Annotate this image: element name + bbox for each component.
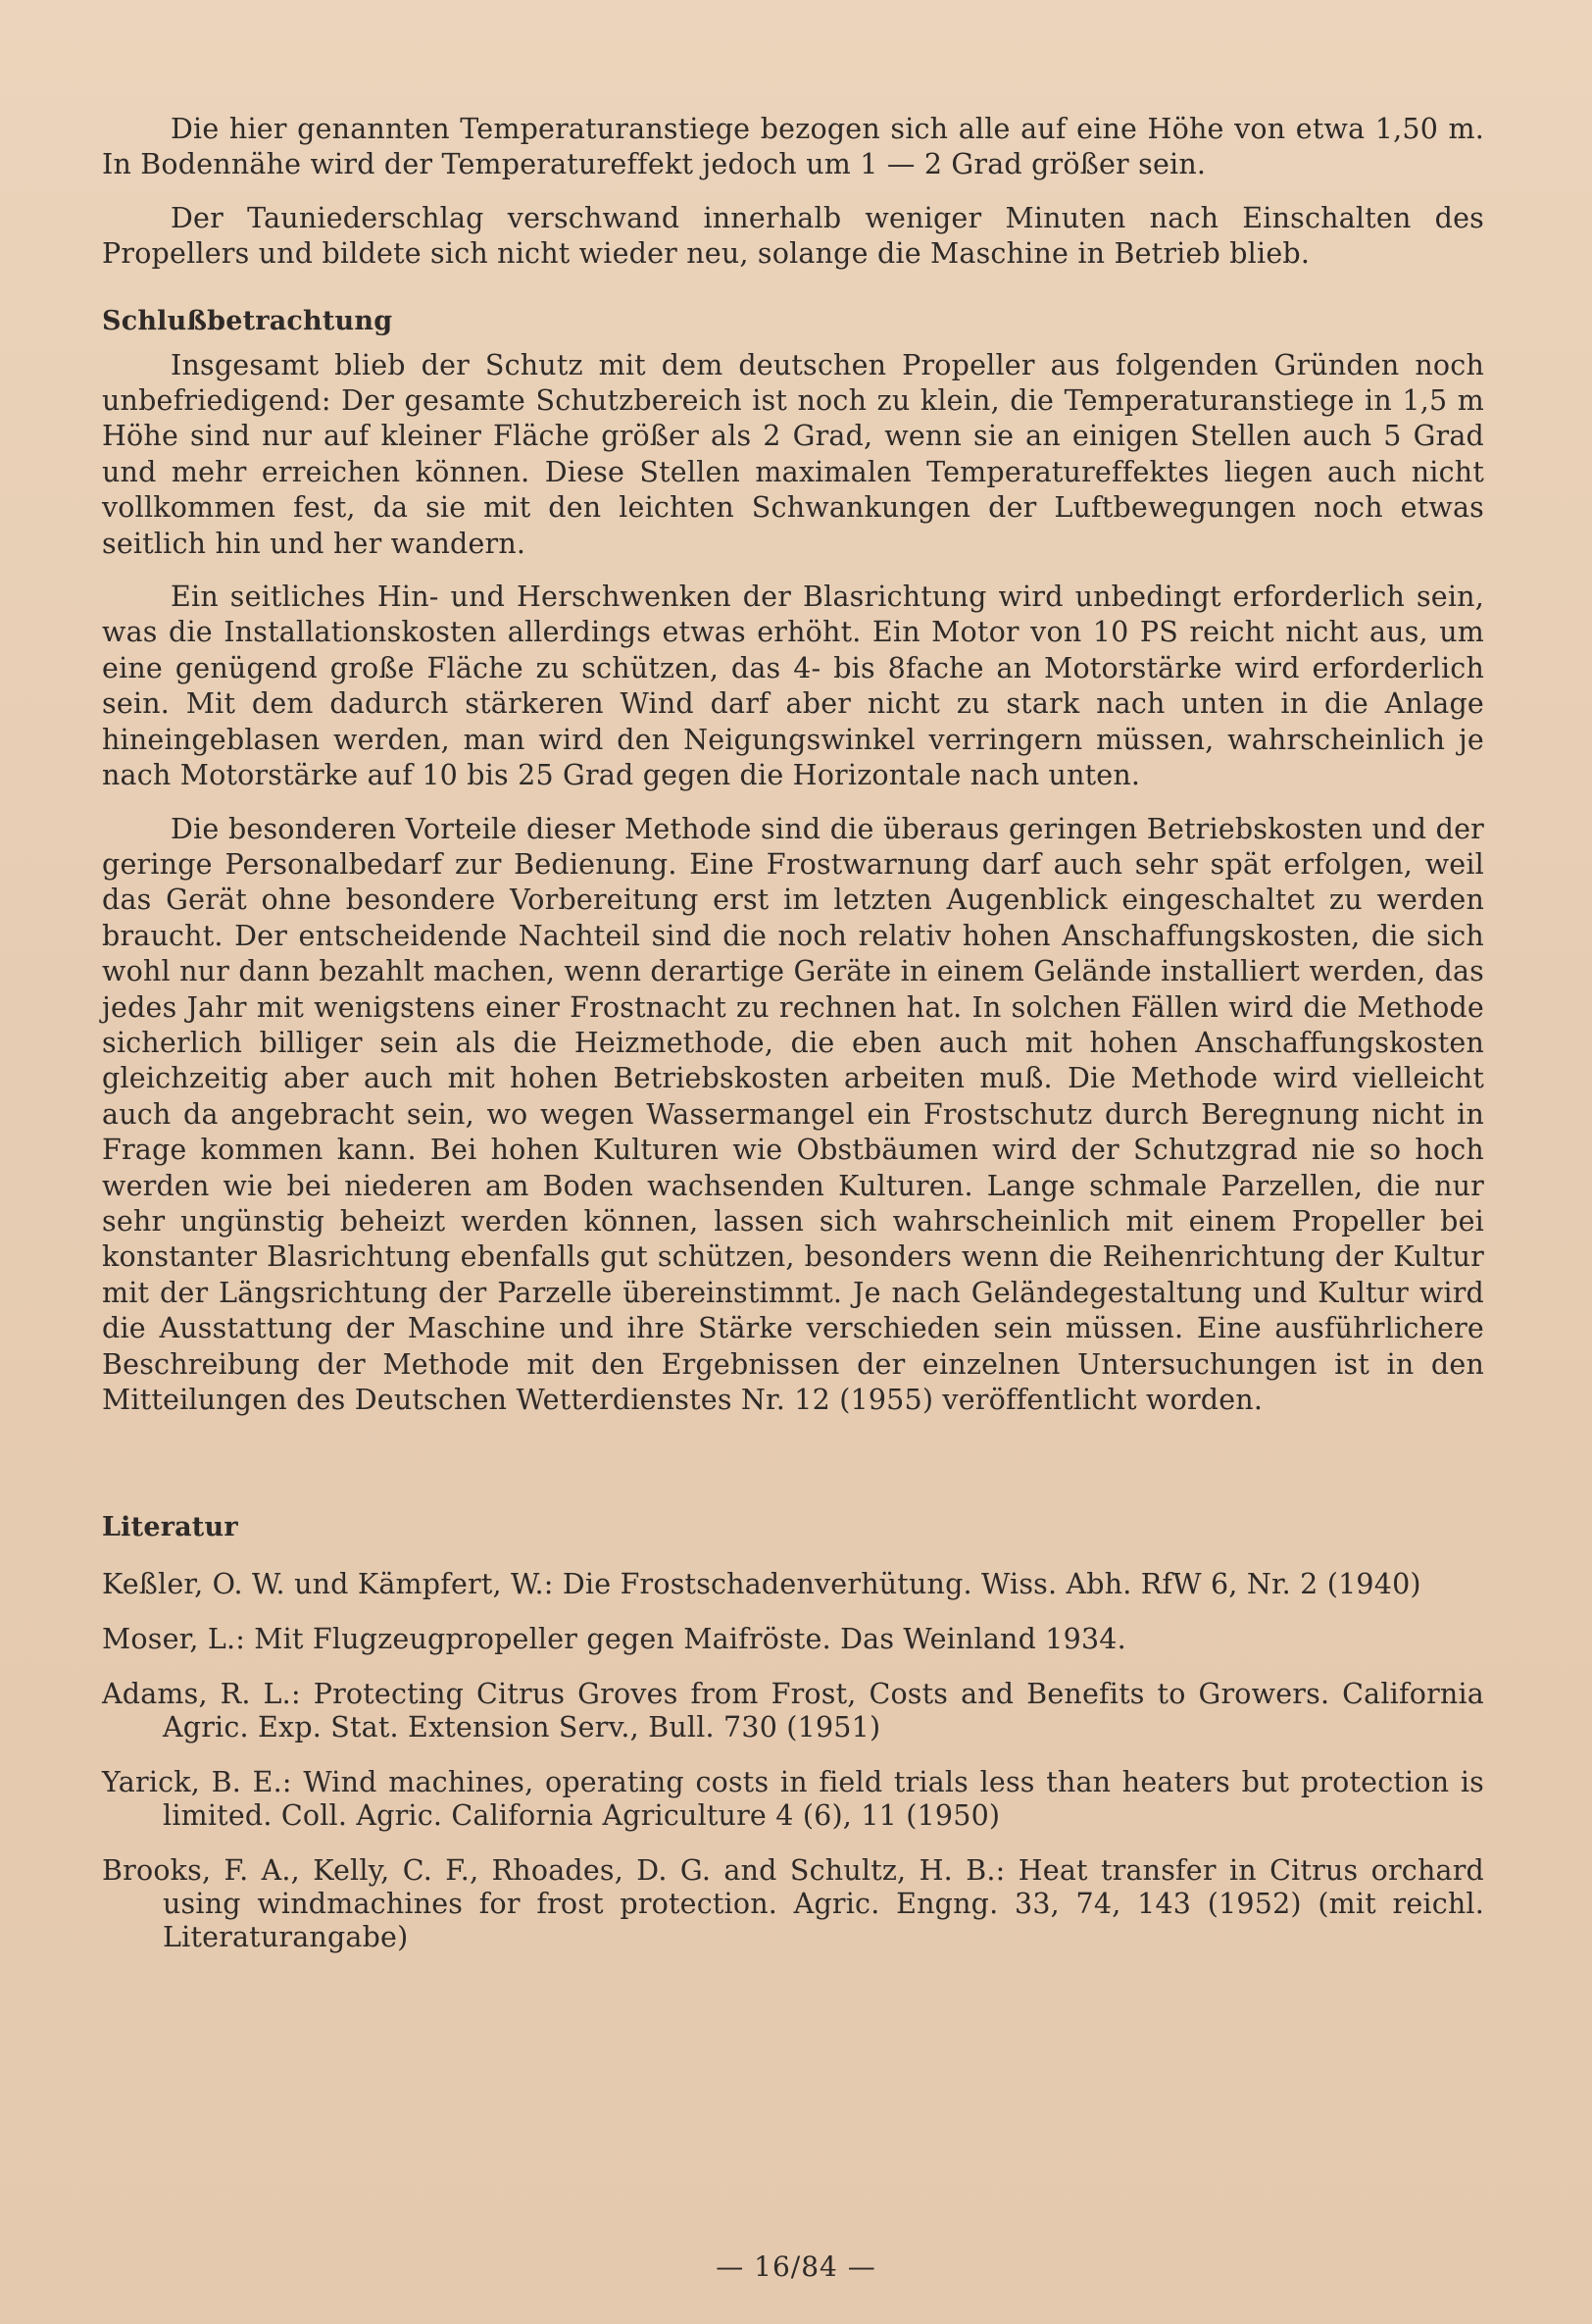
paragraph-conclusion-2: Ein seitliches Hin- und Herschwenken der Blasrichtung wird unbedingt erforderlich sein, was die Installationskosten allerdings etwas erhöht. Ein Motor von 10 PS reicht nicht aus, um eine genügend große Fläche zu schützen, das 4- bis 8fache an Motorstärke wird erforderlich sein. Mit dem dadurch stärkeren Wind darf aber nicht zu stark nach unten in die Anlage hineingeblasen werden, man wird den Neigungswinkel verringern müssen, wahrscheinlich je nach Motorstärke auf 10 bis 25 Grad gegen die Horizontale nach unten. (102, 581, 1484, 792)
reference-item: Moser, L.: Mit Flugzeugpropeller gegen Maifröste. Das Weinland 1934. (102, 1623, 1126, 1656)
paragraph-temperature-height: Die hier genannten Temperaturanstiege bezogen sich alle auf eine Höhe von etwa 1,50 m. In Bodennähe wird der Temperatureffekt jedoch um 1 — 2 Grad größer sein. (102, 113, 1484, 181)
page-content (102, 112, 1484, 1976)
page-number: — 16/84 — (716, 2250, 876, 2283)
heading-literatur: Literatur (102, 1512, 238, 1543)
reference-item: Brooks, F. A., Kelly, C. F., Rhoades, D. G. and Schultz, H. B.: Heat transfer in Citrus orchard using windmachines for frost protection. Agric. Engng. 33, 74, 143 (1952) (mit reichl. Literaturangabe) (102, 1854, 1484, 1954)
reference-item: Keßler, O. W. und Kämpfert, W.: Die Frostschadenverhütung. Wiss. Abh. RfW 6, Nr. 2 (1940) (102, 1568, 1421, 1601)
reference-item: Yarick, B. E.: Wind machines, operating costs in field trials less than heaters but protection is limited. Coll. Agric. California Agriculture 4 (6), 11 (1950) (102, 1766, 1484, 1833)
paragraph-dew: Der Tauniederschlag verschwand innerhalb weniger Minuten nach Einschalten des Propellers und bildete sich nicht wieder neu, solange die Maschine in Betrieb blieb. (102, 201, 1484, 271)
paragraph-conclusion-3: Die besonderen Vorteile dieser Methode sind die überaus geringen Betriebskosten und der geringe Personalbedarf zur Bedienung. Eine Frostwarnung darf auch sehr spät erfolgen, weil das Gerät ohne besondere Vorbereitung erst im letzten Augenblick eingeschaltet zu werden braucht. Der entscheidende Nachteil sind die noch relativ hohen Anschaffungskosten, die sich wohl nur dann bezahlt machen, wenn derartige Geräte in einem Gelände installiert werden, das jedes Jahr mit wenigstens einer Frostnacht zu rechnen hat. In solchen Fällen wird die Methode sicherlich billiger sein als die Heizmethode, die eben auch mit hohen Anschaffungskosten gleichzeitig aber auch mit hohen Betriebskosten arbeiten muß. Die Methode wird vielleicht auch da angebracht sein, wo wegen Wassermangel ein Frostschutz durch Beregnung nicht in Frage kommen kann. Bei hohen Kulturen wie Obstbäumen wird der Schutzgrad nie so hoch werden wie bei niederen am Boden wachsenden Kulturen. Lange schmale Parzellen, die nur sehr ungünstig beheizt werden können, lassen sich wahrscheinlich mit einem Propeller bei konstanter Blasrichtung ebenfalls gut schützen, besonders wenn die Reihenrichtung der Kultur mit der Längsrichtung der Parzelle übereinstimmt. Je nach Geländegestaltung und Kultur wird die Ausstattung der Maschine und ihre Stärke verschieden sein müssen. Eine ausführlichere Beschreibung der Methode mit den Ergebnissen der einzelnen Untersuchungen ist in den Mitteilungen des Deutschen Wetterdienstes Nr. 12 (1955) veröffentlicht worden. (102, 812, 1484, 1416)
reference-item: Adams, R. L.: Protecting Citrus Groves from Frost, Costs and Benefits to Growers. California Agric. Exp. Stat. Extension Serv., Bull. 730 (1951) (102, 1678, 1484, 1744)
heading-schlussbetrachtung: Schlußbetrachtung (102, 305, 393, 336)
paragraph-conclusion-1: Insgesamt blieb der Schutz mit dem deutschen Propeller aus folgenden Gründen noch unbefriedigend: Der gesamte Schutzbereich ist noch zu klein, die Temperaturanstiege in 1,5 m Höhe sind nur auf kleiner Fläche größer als 2 Grad, wenn sie an einigen Stellen auch 5 Grad und mehr erreichen können. Diese Stellen maximalen Temperatureffektes liegen auch nicht vollkommen fest, da sie mit den leichten Schwankungen der Luftbewegungen noch etwas seitlich hin und her wandern. (102, 348, 1484, 560)
